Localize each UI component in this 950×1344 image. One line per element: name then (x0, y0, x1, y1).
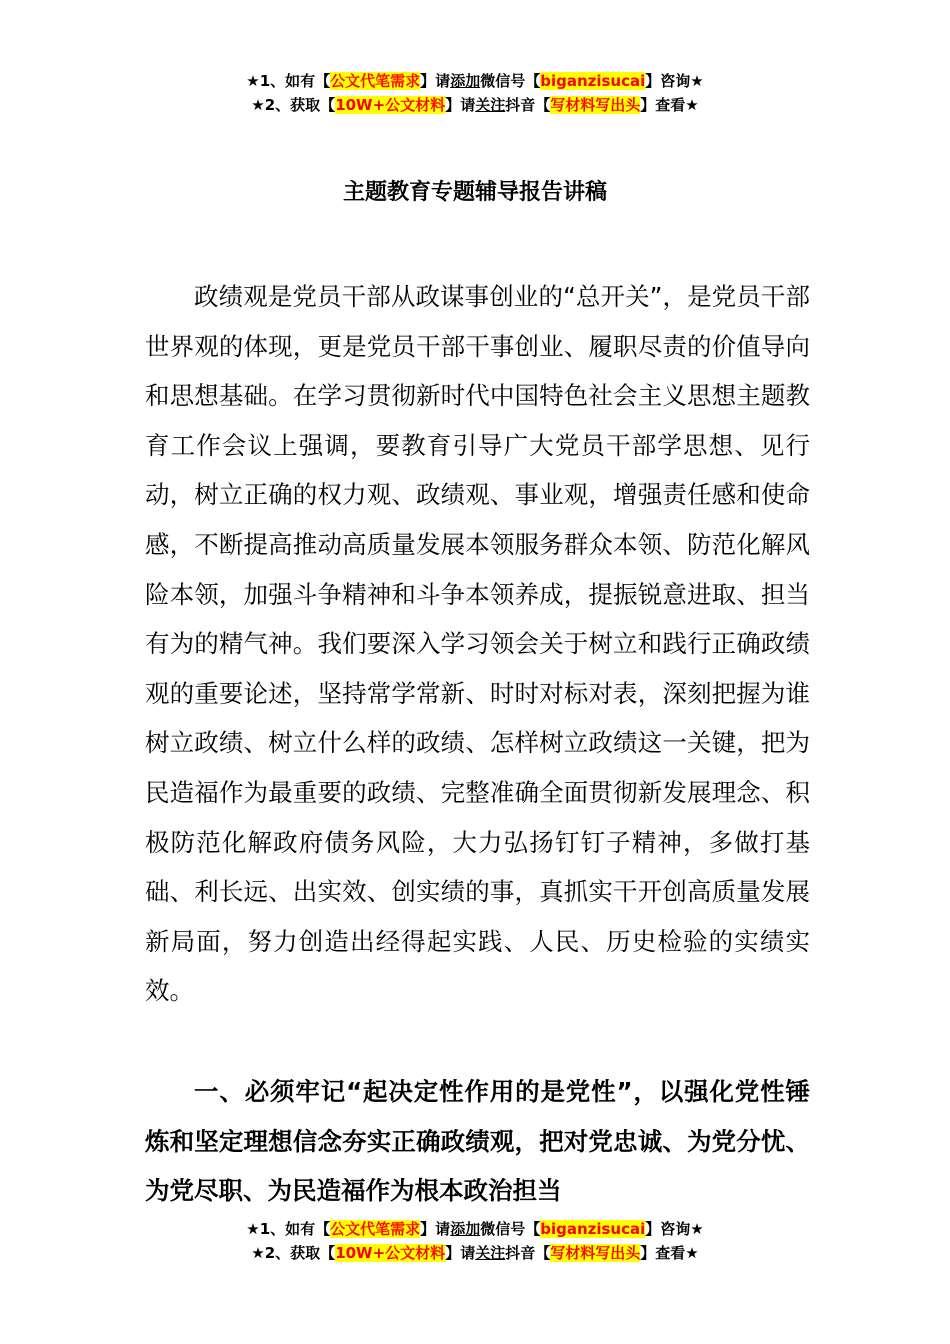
banner-text: 抖音【 (505, 1244, 551, 1262)
banner-highlight: biganzisucai (540, 1220, 646, 1238)
banner-text: 微信号【 (480, 1220, 541, 1238)
banner-text: 】请 (445, 1244, 476, 1262)
banner-text: 微信号【 (480, 72, 541, 90)
banner-highlight: biganzisucai (540, 72, 646, 90)
banner-underlined-text: 关注 (475, 1244, 506, 1262)
banner-highlight: 公文代笔需求 (330, 72, 421, 90)
banner-text: 】请 (420, 1220, 451, 1238)
banner-text: ★1、如有【 (246, 72, 331, 90)
banner-highlight: 10W+公文材料 (335, 96, 446, 114)
banner-text: 】咨询★ (645, 1220, 704, 1238)
banner-underlined-text: 添加 (450, 1220, 481, 1238)
banner-text: 】查看★ (640, 1244, 699, 1262)
footer-banner (0, 1217, 950, 1265)
banner-text: 抖音【 (505, 96, 551, 114)
banner-text: ★2、获取【 (251, 96, 336, 114)
banner-text: 】请 (420, 72, 451, 90)
section-heading: 一、必须牢记“起决定性作用的是党性”，以强化党性锤炼和坚定理想信念夯实正确政绩观，把对党忠诚、为党分忧、为党尽职、为民造福作为根本政治担当 (145, 1077, 810, 1206)
banner-underlined-text: 关注 (475, 96, 506, 114)
banner-line-2 (0, 1241, 950, 1265)
banner-highlight: 写材料写出头 (550, 96, 641, 114)
banner-text: 】请 (445, 96, 476, 114)
banner-text: 】查看★ (640, 96, 699, 114)
banner-text: 】咨询★ (645, 72, 704, 90)
banner-underlined-text: 添加 (450, 72, 481, 90)
banner-line-1 (0, 69, 950, 93)
banner-line-2 (0, 93, 950, 117)
body-paragraph: 政绩观是党员干部从政谋事创业的“总开关”，是党员干部世界观的体现，更是党员干部干事创业、履职尽责的价值导向和思想基础。在学习贯彻新时代中国特色社会主义思想主题教育工作会议上强调，要教育引导广大党员干部学思想、见行动，树立正确的权力观、政绩观、事业观，增强责任感和使命感，不断提高推动高质量发展本领服务群众本领、防范化解风险本领，加强斗争精神和斗争本领养成，提振锐意进取、担当有为的精气神。我们要深入学习领会关于树立和践行正确政绩观的重要论述，坚持常学常新、时时对标对表，深刻把握为谁树立政绩、树立什么样的政绩、怎样树立政绩这一关键，把为民造福作为最重要的政绩、完整准确全面贯彻新发展理念、积极防范化解政府债务风险，大力弘扬钉钉子精神，多做打基础、利长远、出实效、创实绩的事，真抓实干开创高质量发展新局面，努力创造出经得起实践、人民、历史检验的实绩实效。 (145, 282, 810, 1006)
banner-highlight: 写材料写出头 (550, 1244, 641, 1262)
banner-text: ★2、获取【 (251, 1244, 336, 1262)
banner-line-1 (0, 1217, 950, 1241)
header-banner (0, 69, 950, 117)
banner-highlight: 10W+公文材料 (335, 1244, 446, 1262)
banner-text: ★1、如有【 (246, 1220, 331, 1238)
document-title: 主题教育专题辅导报告讲稿 (342, 180, 607, 205)
banner-highlight: 公文代笔需求 (330, 1220, 421, 1238)
